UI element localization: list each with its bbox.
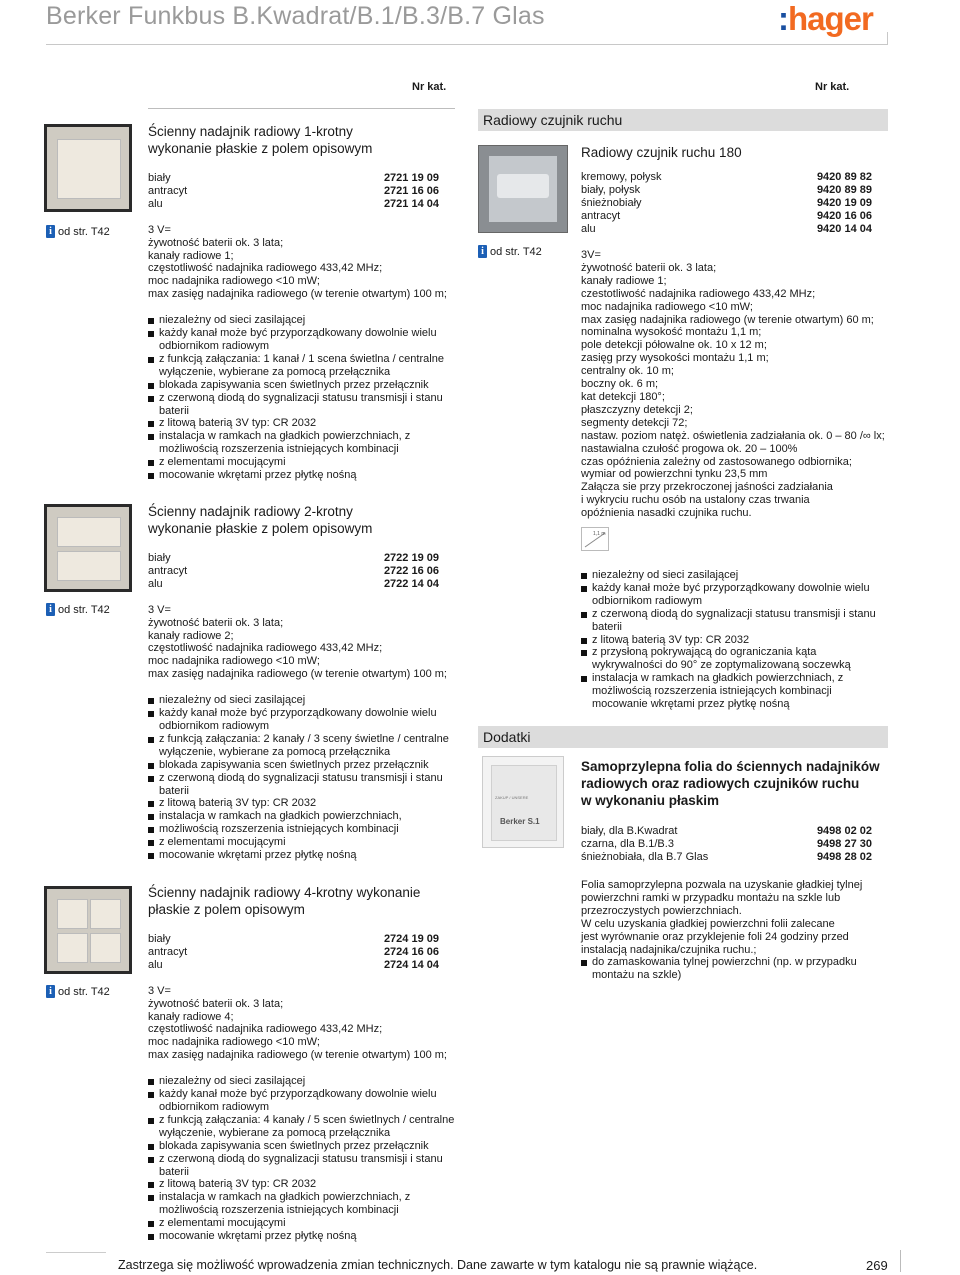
mount-height-diagram	[581, 527, 609, 551]
spec-list: 3 V= żywotność baterii ok. 3 lata; kanały radiowe 1; częstotliwość nadajnika radiowego 433,42 MHz; moc nadajnika radiowego <10 mW; max zasięg nadajnika radiowego (w terenie otwartym) 100 m;	[148, 223, 447, 301]
variant-list: biały 2721 19 09 antracyt 2721 16 06 alu 2721 14 04	[148, 172, 439, 210]
product-block-1	[148, 123, 468, 482]
footer-divider	[46, 1252, 106, 1253]
mount-height-label: 1,1 m	[593, 531, 606, 537]
accessory-variant-list: biały, dla B.Kwadrat 9498 02 02 czarna, dla B.1/B.3 9498 27 30 śnieżnobiała, dla B.7 Glas 9498 28 02	[581, 825, 872, 863]
motion-variant-list: kremowy, połysk 9420 89 82 biały, połysk 9420 89 89 śnieżnobiały 9420 19 09 antracyt 9420 16 06 alu 9420 14 04	[581, 171, 872, 235]
footer-page-divider	[900, 1250, 901, 1272]
feature-list: niezależny od sieci zasilającej każdy kanał może być przyporządkowany dowolnie wielu odbiornikom radiowym z funkcją załączania: 4 kanały / 5 scen świetlnych / centralne wyłączenie, wybierane za pomocą przełącznika blokada zapisywania scen świetlnych przez przełącznik z czerwoną diodą do sygnalizacji statusu transmisji i stanu baterii z litową baterią 3V typ: CR 2032 instalacja w ramkach na gładkich powierzchniach, z możliwością rozszerzenia istniejących kombinacji z elementami mocującymi mocowanie wkrętami przez płytkę nośną	[148, 1075, 458, 1243]
hager-logo: :hager	[778, 0, 873, 37]
foil-image: ZAKUP / UNSERE Berker S.1	[482, 756, 564, 848]
left-column-divider	[148, 108, 455, 109]
page-title: Berker Funkbus B.Kwadrat/B.1/B.3/B.7 Glas	[46, 2, 545, 30]
foil-image-label: Berker S.1	[500, 817, 540, 826]
product-heading: Ścienny nadajnik radiowy 1-krotny wykonanie płaskie z polem opisowym	[148, 124, 373, 156]
switch-2-image	[44, 504, 132, 592]
page-reference[interactable]: i od str. T42	[46, 985, 110, 998]
page-reference[interactable]: i od str. T42	[46, 225, 110, 238]
motion-spec-list: 3V= żywotność baterii ok. 3 lata; kanały radiowe 1; czestotliwość nadajnika radiowego 433,42 MHz; moc nadajnika radiowego <10 mW; max zasięg nadajnika radiowego (w terenie otwartym) 60 m; nominalna wysokość montażu 1,1 m; pole detekcji półowalne ok. 10 x 12 m; zasięg przy wysokości montażu 1,1 m; centralny ok. 10 m; boczny ok. 6 m; kat detekcji 180°; płaszczyzny detekcji 2; segmenty detekcji 72; nastaw. poziom natęż. oświetlenia zadziałania ok. 0 – 80 /∞ lx; nastawialna czułość progowa ok. 20 – 100% czas opóźnienia zależny od zastosowanego odbiornika; wymiar od powierzchni tynku 23,5 mm Załącza sie przy przekroczonej jaśności zadziałania i wykryciu ruchu osób na ustalony czas trwania opóźnienia nasadki czujnika ruchu.	[581, 249, 885, 520]
feature-list: niezależny od sieci zasilającej każdy kanał może być przyporządkowany dowolnie wielu odbiornikom radiowym z funkcją załączania: 2 kanały / 3 sceny świetlne / centralne wyłączenie, wybierane za pomocą przełącznika blokada zapisywania scen świetlnych przez przełącznik z czerwoną diodą do sygnalizacji statusu transmisji i stanu baterii z litową baterią 3V typ: CR 2032 instalacja w ramkach na gładkich powierzchniach, możliwością rozszerzenia istniejących kombinacji z elementami mocującymi mocowanie wkrętami przez płytkę nośną	[148, 694, 458, 862]
header-divider-tick	[887, 32, 888, 44]
info-icon: i	[46, 985, 55, 998]
section-header-motion: Radiowy czujnik ruchu	[478, 109, 888, 131]
page-reference[interactable]: i od str. T42	[46, 603, 110, 616]
info-icon: i	[46, 225, 55, 238]
footer-note: Zastrzega się możliwość wprowadzenia zmian technicznych. Dane zawarte w tym katalogu nie są prawnie wiążące.	[118, 1258, 758, 1272]
info-icon: i	[46, 603, 55, 616]
page-number: 269	[866, 1258, 888, 1273]
accessory-description: Folia samoprzylepna pozwala na uzyskanie gładkiej tylnej powierzchni ramki w przypadku montażu na szkle lub przezroczystych powierzchniach. W celu uzyskania gładkiej powierzchni folii zalecane jest wyrównanie oraz przyklejenie foli 24 godziny przed instalacją nadajnika/czujnika ruchu.; do zamaskowania tylnej powierzchni (np. w przypadku montażu na szkle)	[581, 879, 881, 982]
switch-4-image	[44, 886, 132, 974]
product-heading: Ścienny nadajnik radiowy 4-krotny wykonanie płaskie z polem opisowym	[148, 885, 421, 917]
spec-list: 3 V= żywotność baterii ok. 3 lata; kanały radiowe 4; częstotliwość nadajnika radiowego 433,42 MHz; moc nadajnika radiowego <10 mW; max zasięg nadajnika radiowego (w terenie otwartym) 100 m;	[148, 984, 447, 1062]
column-label-right: Nr kat.	[815, 81, 850, 93]
info-icon: i	[478, 245, 487, 258]
header-divider	[46, 44, 888, 45]
product-block-2	[148, 503, 468, 862]
variant-list: biały 2722 19 09 antracyt 2722 16 06 alu 2722 14 04	[148, 552, 439, 590]
accessory-feature-list: do zamaskowania tylnej powierzchni (np. w przypadku montażu na szkle)	[581, 956, 881, 982]
product-heading: Ścienny nadajnik radiowy 2-krotny wykonanie płaskie z polem opisowym	[148, 504, 373, 536]
motion-sensor-image	[478, 145, 568, 233]
motion-feature-list: niezależny od sieci zasilającej każdy kanał może być przyporządkowany dowolnie wielu odbiornikom radiowym z czerwoną diodą do sygnalizacji statusu transmisji i stanu baterii z litową baterią 3V typ: CR 2032 z przysłoną pokrywającą do ograniczania kąta wykrywalności do 90° ze zoptymalizowaną soczewką instalacja w ramkach na gładkich powierzchniach, z możliwością rozszerzenia istniejących kombinacji mocowanie wkrętami przez płytkę nośną	[581, 569, 881, 711]
page-reference[interactable]: i od str. T42	[478, 245, 542, 258]
product-block-4	[148, 884, 468, 1243]
feature-list: niezależny od sieci zasilającej każdy kanał może być przyporządkowany dowolnie wielu odbiornikom radiowym z funkcją załączania: 1 kanał / 1 scena świetlna / centralne wyłączenie, wybierane za pomocą przełącznika blokada zapisywania scen świetlnych przez przełącznik z czerwoną diodą do sygnalizacji statusu transmisji i stanu baterii z litową baterią 3V typ: CR 2032 instalacja w ramkach na gładkich powierzchniach, z możliwością rozszerzenia istniejących kombinacji z elementami mocującymi mocowanie wkrętami przez płytkę nośną	[148, 314, 458, 482]
spec-list: 3 V= żywotność baterii ok. 3 lata; kanały radiowe 2; częstotliwość nadajnika radiowego 433,42 MHz; moc nadajnika radiowego <10 mW; max zasięg nadajnika radiowego (w terenie otwartym) 100 m;	[148, 603, 447, 681]
section-header-accessories: Dodatki	[478, 726, 888, 748]
switch-1-image	[44, 124, 132, 212]
variant-list: biały 2724 19 09 antracyt 2724 16 06 alu 2724 14 04	[148, 933, 439, 971]
motion-heading: Radiowy czujnik ruchu 180	[581, 145, 742, 160]
column-label-left: Nr kat.	[412, 81, 447, 93]
accessory-heading: Samoprzylepna folia do ściennych nadajników radiowych oraz radiowych czujników ruchu w wykonaniu płaskim	[581, 759, 880, 808]
